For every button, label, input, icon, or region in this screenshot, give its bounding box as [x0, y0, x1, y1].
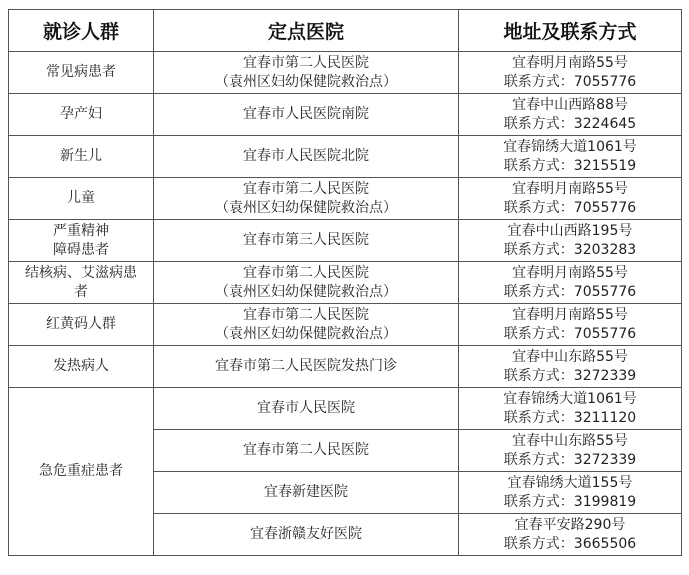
cell-line: 宜春市第二人民医院 — [243, 264, 369, 281]
contact-text: 联系方式：3215519 — [503, 157, 637, 174]
address-cell — [459, 178, 682, 220]
hospital-cell — [154, 304, 459, 346]
address-cell — [459, 52, 682, 94]
cell-line: 宜春市人民医院北院 — [243, 148, 369, 164]
table-row — [9, 262, 682, 304]
group-cell — [9, 304, 154, 346]
cell-line: （袁州区妇幼保健院救治点） — [215, 199, 397, 216]
address-cell — [459, 472, 682, 514]
address-cell — [459, 220, 682, 262]
cell-line: 宜春市第二人民医院 — [243, 306, 369, 323]
contact-text: 联系方式：7055776 — [503, 325, 637, 342]
hospital-cell: 宜春市第二人民医院 — [154, 430, 459, 472]
group-cell: 急危重症患者 — [9, 388, 154, 556]
cell-line: 宜春市第三人民医院 — [243, 232, 369, 248]
group-cell — [9, 178, 154, 220]
address-cell — [459, 346, 682, 388]
address-text: 宜春平安路290号 — [514, 516, 626, 533]
cell-line: （袁州区妇幼保健院救治点） — [215, 73, 397, 90]
address-cell — [459, 430, 682, 472]
address-text: 宜春明月南路55号 — [512, 306, 628, 323]
header-hospital: 定点医院 — [154, 10, 459, 52]
hospital-cell — [154, 178, 459, 220]
address-text: 宜春锦绣大道1061号 — [503, 138, 637, 155]
hospital-cell — [154, 220, 459, 262]
table-row — [9, 52, 682, 94]
hospital-cell — [154, 346, 459, 388]
contact-text: 联系方式：3224645 — [503, 115, 637, 132]
hospital-cell — [154, 262, 459, 304]
table-row — [9, 178, 682, 220]
hospital-cell — [154, 136, 459, 178]
table-body — [9, 52, 682, 556]
contact-text: 联系方式：3203283 — [503, 241, 637, 258]
hospital-cell — [154, 52, 459, 94]
hospital-cell: 宜春浙赣友好医院 — [154, 514, 459, 556]
group-cell — [9, 94, 154, 136]
address-text: 宜春锦绣大道155号 — [507, 474, 633, 491]
contact-text: 联系方式：7055776 — [503, 199, 637, 216]
contact-text: 联系方式：3272339 — [503, 367, 637, 384]
cell-line: 红黄码人群 — [46, 316, 116, 332]
contact-text: 联系方式：7055776 — [503, 283, 637, 300]
cell-line: （袁州区妇幼保健院救治点） — [215, 325, 397, 342]
address-text: 宜春明月南路55号 — [512, 180, 628, 197]
cell-line: 宜春市人民医院南院 — [243, 106, 369, 122]
contact-text: 联系方式：3199819 — [503, 493, 637, 510]
cell-line: 宜春市第二人民医院发热门诊 — [215, 358, 397, 374]
cell-line: 孕产妇 — [60, 106, 102, 122]
cell-line: （袁州区妇幼保健院救治点） — [215, 283, 397, 300]
address-cell — [459, 94, 682, 136]
cell-line: 发热病人 — [53, 358, 109, 374]
address-text: 宜春中山西路195号 — [507, 222, 633, 239]
table-row — [9, 136, 682, 178]
address-cell — [459, 514, 682, 556]
cell-line: 宜春市第二人民医院 — [243, 180, 369, 197]
cell-line: 常见病患者 — [46, 64, 116, 80]
cell-line: 宜春市第二人民医院 — [243, 54, 369, 71]
hospital-table — [8, 9, 682, 556]
header-group: 就诊人群 — [9, 10, 154, 52]
hospital-cell — [154, 94, 459, 136]
address-text: 宜春锦绣大道1061号 — [503, 390, 637, 407]
address-cell — [459, 304, 682, 346]
header-row — [9, 10, 682, 52]
cell-line: 新生儿 — [60, 148, 102, 164]
group-cell — [9, 220, 154, 262]
table-row — [9, 346, 682, 388]
contact-text: 联系方式：3272339 — [503, 451, 637, 468]
cell-line: 儿童 — [67, 190, 95, 206]
group-cell — [9, 262, 154, 304]
table-row — [9, 388, 682, 430]
address-cell — [459, 136, 682, 178]
hospital-cell: 宜春新建医院 — [154, 472, 459, 514]
cell-line: 障碍患者 — [53, 241, 109, 258]
cell-line: 者 — [74, 283, 88, 300]
contact-text: 联系方式：3211120 — [503, 409, 637, 426]
address-text: 宜春明月南路55号 — [512, 264, 628, 281]
cell-line: 结核病、艾滋病患 — [25, 264, 137, 281]
address-cell — [459, 388, 682, 430]
address-cell — [459, 262, 682, 304]
table-row — [9, 304, 682, 346]
header-address: 地址及联系方式 — [459, 10, 682, 52]
address-text: 宜春中山东路55号 — [512, 348, 628, 365]
table-row — [9, 94, 682, 136]
cell-line: 严重精神 — [53, 222, 109, 239]
hospital-cell: 宜春市人民医院 — [154, 388, 459, 430]
group-cell — [9, 136, 154, 178]
group-cell — [9, 346, 154, 388]
contact-text: 联系方式：3665506 — [503, 535, 637, 552]
address-text: 宜春中山西路88号 — [512, 96, 628, 113]
address-text: 宜春明月南路55号 — [512, 54, 628, 71]
address-text: 宜春中山东路55号 — [512, 432, 628, 449]
table-row — [9, 220, 682, 262]
contact-text: 联系方式：7055776 — [503, 73, 637, 90]
group-cell — [9, 52, 154, 94]
